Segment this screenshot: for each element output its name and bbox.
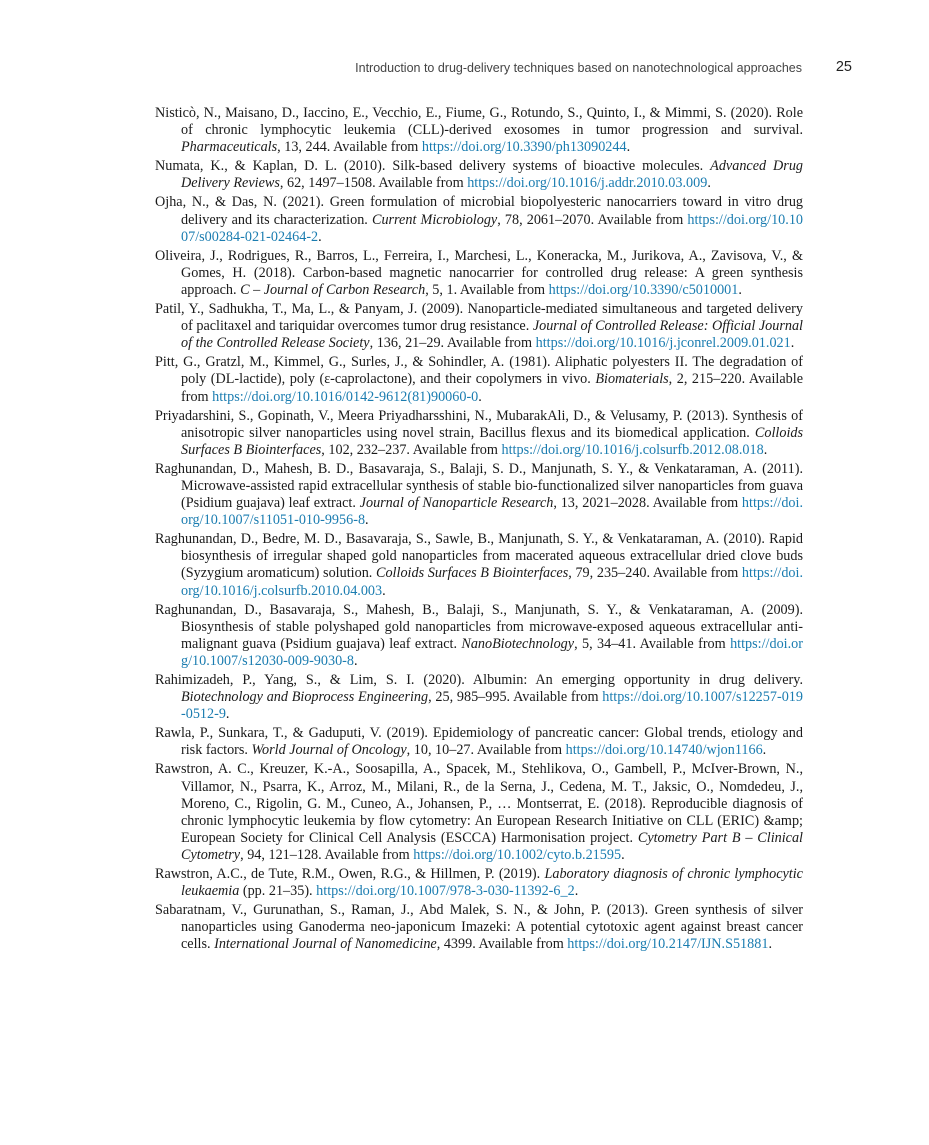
reference-journal: Colloids Surfaces B Biointerfaces [376, 565, 569, 582]
reference-details: , 62, 1497–1508. Available from [279, 175, 468, 192]
reference-authors-title: Priyadarshini, S., Gopinath, V., Meera Priyadharsshini, N., MubarakAli, D., & Velusamy, P. (2013). Synthesis of anisotropic silver nanoparticles using novel strain, Bacillus flexus and its biomedical application. [155, 407, 803, 441]
reference-authors-title: Raghunandan, D., Mahesh, B. D., Basavaraja, S., Balaji, S. D., Manjunath, S. Y., & Venkataraman, A. (2011). Microwave-assisted rapid extracellular synthesis of stable bio-functionalized silver nanoparticles from guava (Psidium guajava) leaf extract. [155, 460, 803, 512]
reference-journal: World Journal of Oncology [251, 742, 407, 759]
reference-authors-title: Rawstron, A.C., de Tute, R.M., Owen, R.G., & Hillmen, P. (2019). [155, 866, 545, 883]
reference-authors-title: Numata, K., & Kaplan, D. L. (2010). Silk-based delivery systems of bioactive molecules. [155, 158, 711, 175]
reference-entry: Raghunandan, D., Basavaraja, S., Mahesh, B., Balaji, S., Manjunath, S. Y., & Venkataraman, A. (2009). Biosynthesis of stable polyshaped gold nanoparticles from microwave-exposed aqueous extracellular anti-malignant guava (Psidium guajava) leaf extract. NanoBiotechnology, 5, 34–41. Available from https://doi.org/10.1007/s12030-009-9030-8. [155, 601, 803, 669]
running-header [150, 58, 852, 78]
reference-authors-title: Ojha, N., & Das, N. (2021). Green formulation of microbial biopolyesteric nanocarriers toward in vitro drug delivery and its characterization. [155, 194, 803, 228]
reference-journal: NanoBiotechnology [461, 635, 575, 652]
reference-authors-title: Nisticò, N., Maisano, D., Iaccino, E., Vecchio, E., Fiume, G., Rotundo, S., Quinto, I., & Mimmi, S. (2020). Role of chronic lymphocytic leukemia (CLL)-derived exosomes in tumor progression and survival. [155, 105, 803, 139]
reference-journal: Biomaterials [595, 371, 669, 388]
doi-link[interactable]: https://doi.org/10.1007/s00284-021-02464-2 [181, 211, 804, 245]
reference-authors-title: Sabaratnam, V., Gurunathan, S., Raman, J., Abd Malek, S. N., & John, P. (2013). Green synthesis of silver nanoparticles using Ganoderma neo-japonicum Imazeki: A potential cytotoxic agent against breast cancer cells. [155, 902, 803, 953]
reference-entry: Rawstron, A. C., Kreuzer, K.-A., Soosapilla, A., Spacek, M., Stehlikova, O., Gambell, P., McIver-Brown, N., Villamor, N., Psarra, K., Arroz, M., Milani, R., de la Serna, J., Cedena, M. T., Jaksic, O., Nomdedeu, J., Moreno, C., Rigolin, G. M., Cuneo, A., Johansen, P., … Montserrat, E. (2018). Reproducible diagnosis of chronic lymphocytic leukemia by flow cytometry: An European Research Initiative on CLL (ERIC) &amp; European Society for Clinical Cell Analysis (ESCCA) Harmonisation project. Cytometry Part B – Clinical Cytometry, 94, 121–128. Available from https://doi.org/10.1002/cyto.b.21595. [155, 761, 804, 863]
reference-details: , 5, 1. Available from [425, 281, 549, 298]
reference-entry: Ojha, N., & Das, N. (2021). Green formulation of microbial biopolyesteric nanocarriers toward in vitro drug delivery and its characterization. Current Microbiology, 78, 2061–2070. Available from https://doi.org/10.1007/s00284-021-02464-2. [155, 194, 804, 245]
reference-journal: C – Journal of Carbon Research [240, 281, 426, 298]
reference-details: , 13, 244. Available from [277, 139, 422, 156]
reference-details: , 5, 34–41. Available from [574, 635, 731, 652]
doi-link[interactable]: https://doi.org/10.1016/j.colsurfb.2010.04.003 [181, 565, 804, 599]
reference-details: , 136, 21–29. Available from [369, 335, 536, 352]
reference-authors-title: Rawla, P., Sunkara, T., & Gaduputi, V. (2019). Epidemiology of pancreatic cancer: Global trends, etiology and risk factors. [155, 725, 803, 759]
reference-authors-title: Pitt, G., Gratzl, M., Kimmel, G., Surles, J., & Sohindler, A. (1981). Aliphatic polyesters II. The degradation of poly (DL-lactide), poly (ε-caprolactone), and their copolymers in vivo. [155, 354, 803, 388]
reference-authors-title: Raghunandan, D., Bedre, M. D., Basavaraja, S., Sawle, B., Manjunath, S. Y., & Venkataraman, A. (2010). Rapid biosynthesis of irregular shaped gold nanoparticles from macerated aqueous extracellular dried clove buds (Syzygium aromaticum) solution. [155, 531, 803, 582]
reference-entry: Rawstron, A.C., de Tute, R.M., Owen, R.G., & Hillmen, P. (2019). Laboratory diagnosis of chronic lymphocytic leukaemia (pp. 21–35). https://doi.org/10.1007/978-3-030-11392-6_2. [155, 866, 803, 900]
doi-link[interactable]: https://doi.org/10.3390/ph13090244 [421, 139, 627, 156]
reference-entry: Nisticò, N., Maisano, D., Iaccino, E., Vecchio, E., Fiume, G., Rotundo, S., Quinto, I., & Mimmi, S. (2020). Role of chronic lymphocytic leukemia (CLL)-derived exosomes in tumor progression and survival. Pharmaceuticals, 13, 244. Available from https://doi.org/10.3390/ph13090244. [155, 105, 803, 156]
reference-details: , 79, 235–240. Available from [568, 565, 742, 582]
page-number: 25 [835, 59, 852, 75]
reference-entry: Sabaratnam, V., Gurunathan, S., Raman, J., Abd Malek, S. N., & John, P. (2013). Green synthesis of silver nanoparticles using Ganoderma neo-japonicum Imazeki: A potential cytotoxic agent against breast cancer cells. International Journal of Nanomedicine, 4399. Available from https://doi.org/10.2147/IJN.S51881. [155, 902, 803, 953]
doi-link[interactable]: https://doi.org/10.1016/j.colsurfb.2012.08.018 [501, 441, 764, 458]
doi-link[interactable]: https://doi.org/10.1007/978-3-030-11392-6_2 [316, 883, 575, 900]
doi-link[interactable]: https://doi.org/10.3390/c5010001 [548, 281, 739, 298]
reference-entry: Pitt, G., Gratzl, M., Kimmel, G., Surles, J., & Sohindler, A. (1981). Aliphatic polyesters II. The degradation of poly (DL-lactide), poly (ε-caprolactone), and their copolymers in vivo. Biomaterials, 2, 215–220. Available from https://doi.org/10.1016/0142-9612(81)90060-0. [155, 354, 803, 405]
reference-details: , 25, 985–995. Available from [428, 689, 603, 706]
reference-entry: Numata, K., & Kaplan, D. L. (2010). Silk-based delivery systems of bioactive molecules. Advanced Drug Delivery Reviews, 62, 1497–1508. Available from https://doi.org/10.1016/j.addr.2010.03.009. [155, 158, 804, 192]
doi-link[interactable]: https://doi.org/10.1007/s12030-009-9030-8 [181, 635, 803, 669]
doi-link[interactable]: https://doi.org/10.2147/IJN.S51881 [567, 936, 769, 953]
reference-authors-title: Rawstron, A. C., Kreuzer, K.-A., Soosapilla, A., Spacek, M., Stehlikova, O., Gambell, P., McIver-Brown, N., Villamor, N., Psarra, K., Arroz, M., Milani, R., de la Serna, J., Cedena, M. T., Jaksic, O., Nomdedeu, J., Moreno, C., Rigolin, G. M., Cuneo, A., Johansen, P., … Montserrat, E. (2018). Reproducible diagnosis of chronic lymphocytic leukemia by flow cytometry: An European Research Initiative on CLL (ERIC) &amp; European Society for Clinical Cell Analysis (ESCCA) Harmonisation project. [155, 761, 803, 846]
reference-details: , 102, 232–237. Available from [321, 441, 502, 458]
reference-details: (pp. 21–35). [239, 883, 317, 900]
reference-journal: Colloids Surfaces B Biointerfaces [181, 424, 803, 458]
reference-details: , 10, 10–27. Available from [406, 742, 566, 759]
reference-journal: Cytometry Part B – Clinical Cytometry [181, 829, 804, 863]
doi-link[interactable]: https://doi.org/10.1016/0142-9612(81)90060-0 [212, 388, 479, 405]
reference-details: , 78, 2061–2070. Available from [497, 211, 688, 228]
reference-entry: Priyadarshini, S., Gopinath, V., Meera Priyadharsshini, N., MubarakAli, D., & Velusamy, P. (2013). Synthesis of anisotropic silver nanoparticles using novel strain, Bacillus flexus and its biomedical application. Colloids Surfaces B Biointerfaces, 102, 232–237. Available from https://doi.org/10.1016/j.colsurfb.2012.08.018. [155, 407, 803, 458]
reference-authors-title: Patil, Y., Sadhukha, T., Ma, L., & Panyam, J. (2009). Nanoparticle-mediated simultaneous and targeted delivery of paclitaxel and tariquidar overcomes tumor drug resistance. [155, 301, 803, 335]
reference-journal: Current Microbiology [371, 211, 498, 228]
reference-details: , 4399. Available from [436, 936, 568, 953]
reference-journal: Advanced Drug Delivery Reviews [181, 158, 804, 192]
doi-link[interactable]: https://doi.org/10.1007/s11051-010-9956-8 [181, 495, 803, 529]
reference-entry: Patil, Y., Sadhukha, T., Ma, L., & Panyam, J. (2009). Nanoparticle-mediated simultaneous and targeted delivery of paclitaxel and tariquidar overcomes tumor drug resistance. Journal of Controlled Release: Official Journal of the Controlled Release Society, 136, 21–29. Available from https://doi.org/10.1016/j.jconrel.2009.01.021. [155, 301, 803, 352]
reference-details: , 94, 121–128. Available from [240, 846, 414, 863]
reference-entry: Rahimizadeh, P., Yang, S., & Lim, S. I. (2020). Albumin: An emerging opportunity in drug delivery. Biotechnology and Bioprocess Engineering, 25, 985–995. Available from https://doi.org/10.1007/s12257-019-0512-9. [155, 672, 803, 723]
doi-link[interactable]: https://doi.org/10.1007/s12257-019-0512-9 [181, 689, 803, 723]
reference-journal: Journal of Controlled Release: Official Journal of the Controlled Release Society [181, 318, 803, 352]
doi-link[interactable]: https://doi.org/10.14740/wjon1166 [565, 742, 763, 759]
doi-link[interactable]: https://doi.org/10.1016/j.jconrel.2009.01.021 [535, 335, 791, 352]
reference-journal: Journal of Nanoparticle Research [359, 495, 554, 512]
reference-details: , 13, 2021–2028. Available from [553, 495, 742, 512]
reference-journal: Biotechnology and Bioprocess Engineering [181, 689, 429, 706]
doi-link[interactable]: https://doi.org/10.1002/cyto.b.21595 [413, 846, 622, 863]
reference-authors-title: Rahimizadeh, P., Yang, S., & Lim, S. I. (2020). Albumin: An emerging opportunity in drug delivery. [155, 672, 803, 688]
reference-list [155, 105, 803, 956]
reference-authors-title: Oliveira, J., Rodrigues, R., Barros, L., Ferreira, I., Marchesi, L., Koneracka, M., Jurikova, A., Zavisova, V., & Gomes, H. (2018). Carbon-based magnetic nanocarrier for controlled drug release: A green synthesis approach. [155, 247, 803, 298]
reference-journal: Laboratory diagnosis of chronic lymphocytic leukaemia [181, 866, 803, 900]
reference-journal: International Journal of Nanomedicine [214, 936, 437, 953]
reference-entry: Oliveira, J., Rodrigues, R., Barros, L., Ferreira, I., Marchesi, L., Koneracka, M., Jurikova, A., Zavisova, V., & Gomes, H. (2018). Carbon-based magnetic nanocarrier for controlled drug release: A green synthesis approach. C – Journal of Carbon Research, 5, 1. Available from https://doi.org/10.3390/c5010001. [155, 247, 803, 298]
reference-entry: Raghunandan, D., Bedre, M. D., Basavaraja, S., Sawle, B., Manjunath, S. Y., & Venkataraman, A. (2010). Rapid biosynthesis of irregular shaped gold nanoparticles from macerated aqueous extracellular dried clove buds (Syzygium aromaticum) solution. Colloids Surfaces B Biointerfaces, 79, 235–240. Available from https://doi.org/10.1016/j.colsurfb.2010.04.003. [155, 531, 804, 599]
reference-details: , 2, 215–220. Available from [181, 371, 803, 405]
running-title: Introduction to drug-delivery techniques based on nanotechnological approaches [355, 61, 802, 75]
reference-authors-title: Raghunandan, D., Basavaraja, S., Mahesh, B., Balaji, S., Manjunath, S. Y., & Venkataraman, A. (2009). Biosynthesis of stable polyshaped gold nanoparticles from microwave-exposed aqueous extracellular anti-malignant guava (Psidium guajava) leaf extract. [155, 601, 803, 652]
doi-link[interactable]: https://doi.org/10.1016/j.addr.2010.03.009 [467, 175, 708, 192]
reference-journal: Pharmaceuticals [181, 139, 278, 156]
reference-entry: Rawla, P., Sunkara, T., & Gaduputi, V. (2019). Epidemiology of pancreatic cancer: Global trends, etiology and risk factors. World Journal of Oncology, 10, 10–27. Available from https://doi.org/10.14740/wjon1166. [155, 725, 803, 759]
reference-entry: Raghunandan, D., Mahesh, B. D., Basavaraja, S., Balaji, S. D., Manjunath, S. Y., & Venkataraman, A. (2011). Microwave-assisted rapid extracellular synthesis of stable bio-functionalized silver nanoparticles from guava (Psidium guajava) leaf extract. Journal of Nanoparticle Research, 13, 2021–2028. Available from https://doi.org/10.1007/s11051-010-9956-8. [155, 460, 803, 529]
